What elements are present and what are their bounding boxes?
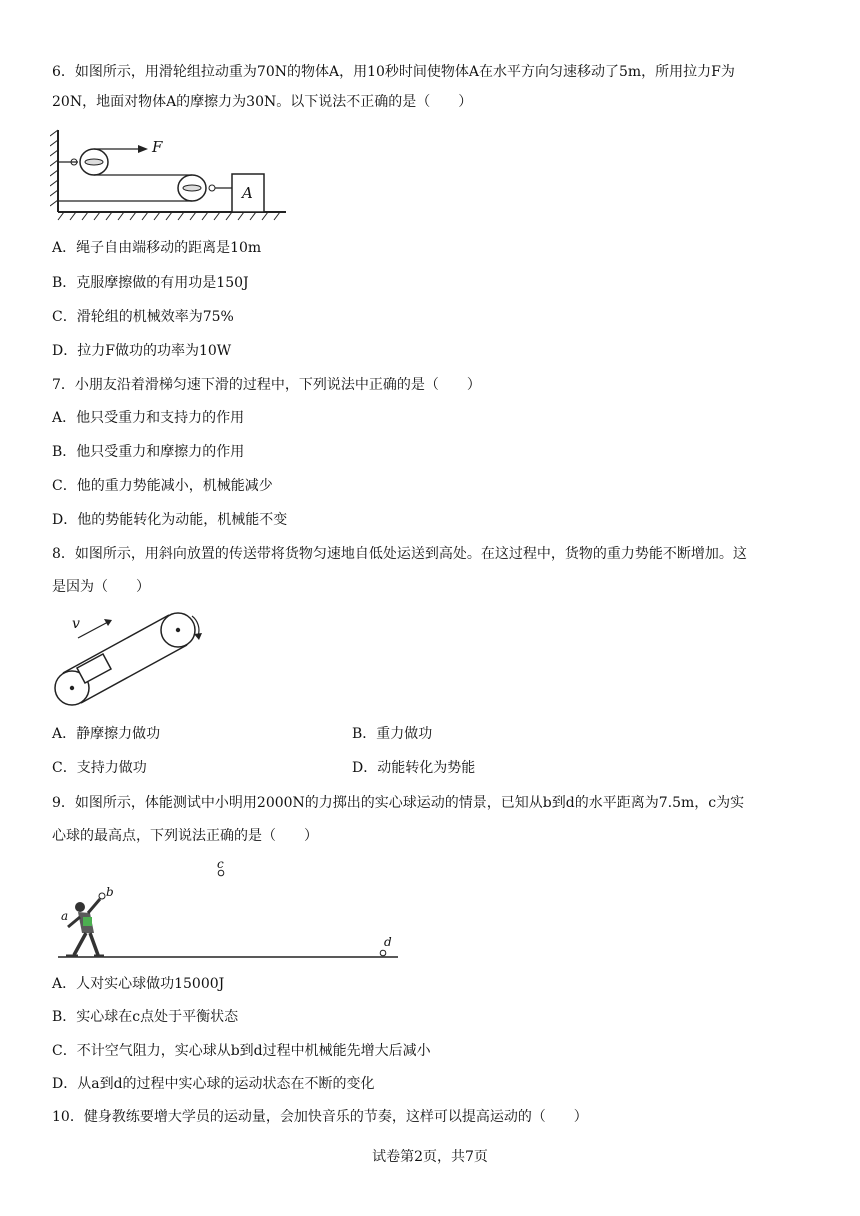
q9-option-a: A．人对实心球做功15000J	[52, 976, 225, 992]
q6-option-d: D．拉力F做功的功率为10W	[52, 343, 232, 359]
q9-option-c: C．不计空气阻力，实心球从b到d过程中机械能先增大后减小	[52, 1043, 431, 1059]
block-label-a: A	[242, 184, 253, 202]
q8-stem-line1: 8．如图所示，用斜向放置的传送带将货物匀速地自低处运送到高处。在这过程中，货物的重力势能不断增加。这	[52, 546, 747, 562]
q6-option-c: C．滑轮组的机械效率为75%	[52, 309, 234, 325]
q7-option-a: A．他只受重力和支持力的作用	[52, 410, 245, 426]
q7-option-d: D．他的势能转化为动能，机械能不变	[52, 512, 288, 528]
q6-stem-line1: 6．如图所示，用滑轮组拉动重为70N的物体A，用10秒时间使物体A在水平方向匀速移动了5m，所用拉力F为	[52, 64, 735, 80]
point-label-c: c	[217, 857, 224, 871]
point-label-a: a	[61, 909, 69, 923]
velocity-label-v: v	[72, 616, 80, 632]
q6-option-a: A．绳子自由端移动的距离是10m	[52, 240, 262, 256]
page-footer: 试卷第2页，共7页	[372, 1149, 488, 1165]
athlete-silhouette	[66, 899, 104, 956]
q8-conveyor-figure	[52, 608, 212, 712]
q7-option-c: C．他的重力势能减小，机械能减少	[52, 478, 273, 494]
q8-stem-line2: 是因为（ ）	[52, 579, 150, 595]
q8-option-b: B．重力做功	[352, 726, 433, 742]
q9-option-d: D．从a到d的过程中实心球的运动状态在不断的变化	[52, 1076, 375, 1092]
q7-option-b: B．他只受重力和摩擦力的作用	[52, 444, 245, 460]
q6-stem-line2: 20N，地面对物体A的摩擦力为30N。以下说法不正确的是（ ）	[52, 94, 473, 110]
q8-option-c: C．支持力做功	[52, 760, 147, 776]
point-label-b: b	[106, 885, 114, 899]
q9-stem-line1: 9．如图所示，体能测试中小明用2000N的力掷出的实心球运动的情景，已知从b到d的水平距离为7.5m，c为实	[52, 795, 745, 811]
q6-option-b: B．克服摩擦做的有用功是150J	[52, 275, 249, 291]
q9-stem-line2: 心球的最高点，下列说法正确的是（ ）	[52, 828, 318, 844]
point-label-d: d	[384, 935, 392, 949]
q6-pulley-figure	[50, 128, 290, 224]
q9-shotput-figure	[52, 855, 402, 965]
q8-option-d: D．动能转化为势能	[352, 760, 476, 776]
q7-stem: 7．小朋友沿着滑梯匀速下滑的过程中，下列说法中正确的是（ ）	[52, 377, 481, 393]
q9-option-b: B．实心球在c点处于平衡状态	[52, 1009, 239, 1025]
force-label-f: F	[152, 138, 163, 156]
q10-stem: 10．健身教练要增大学员的运动量，会加快音乐的节奏，这样可以提高运动的（ ）	[52, 1109, 588, 1125]
q8-option-a: A．静摩擦力做功	[52, 726, 161, 742]
